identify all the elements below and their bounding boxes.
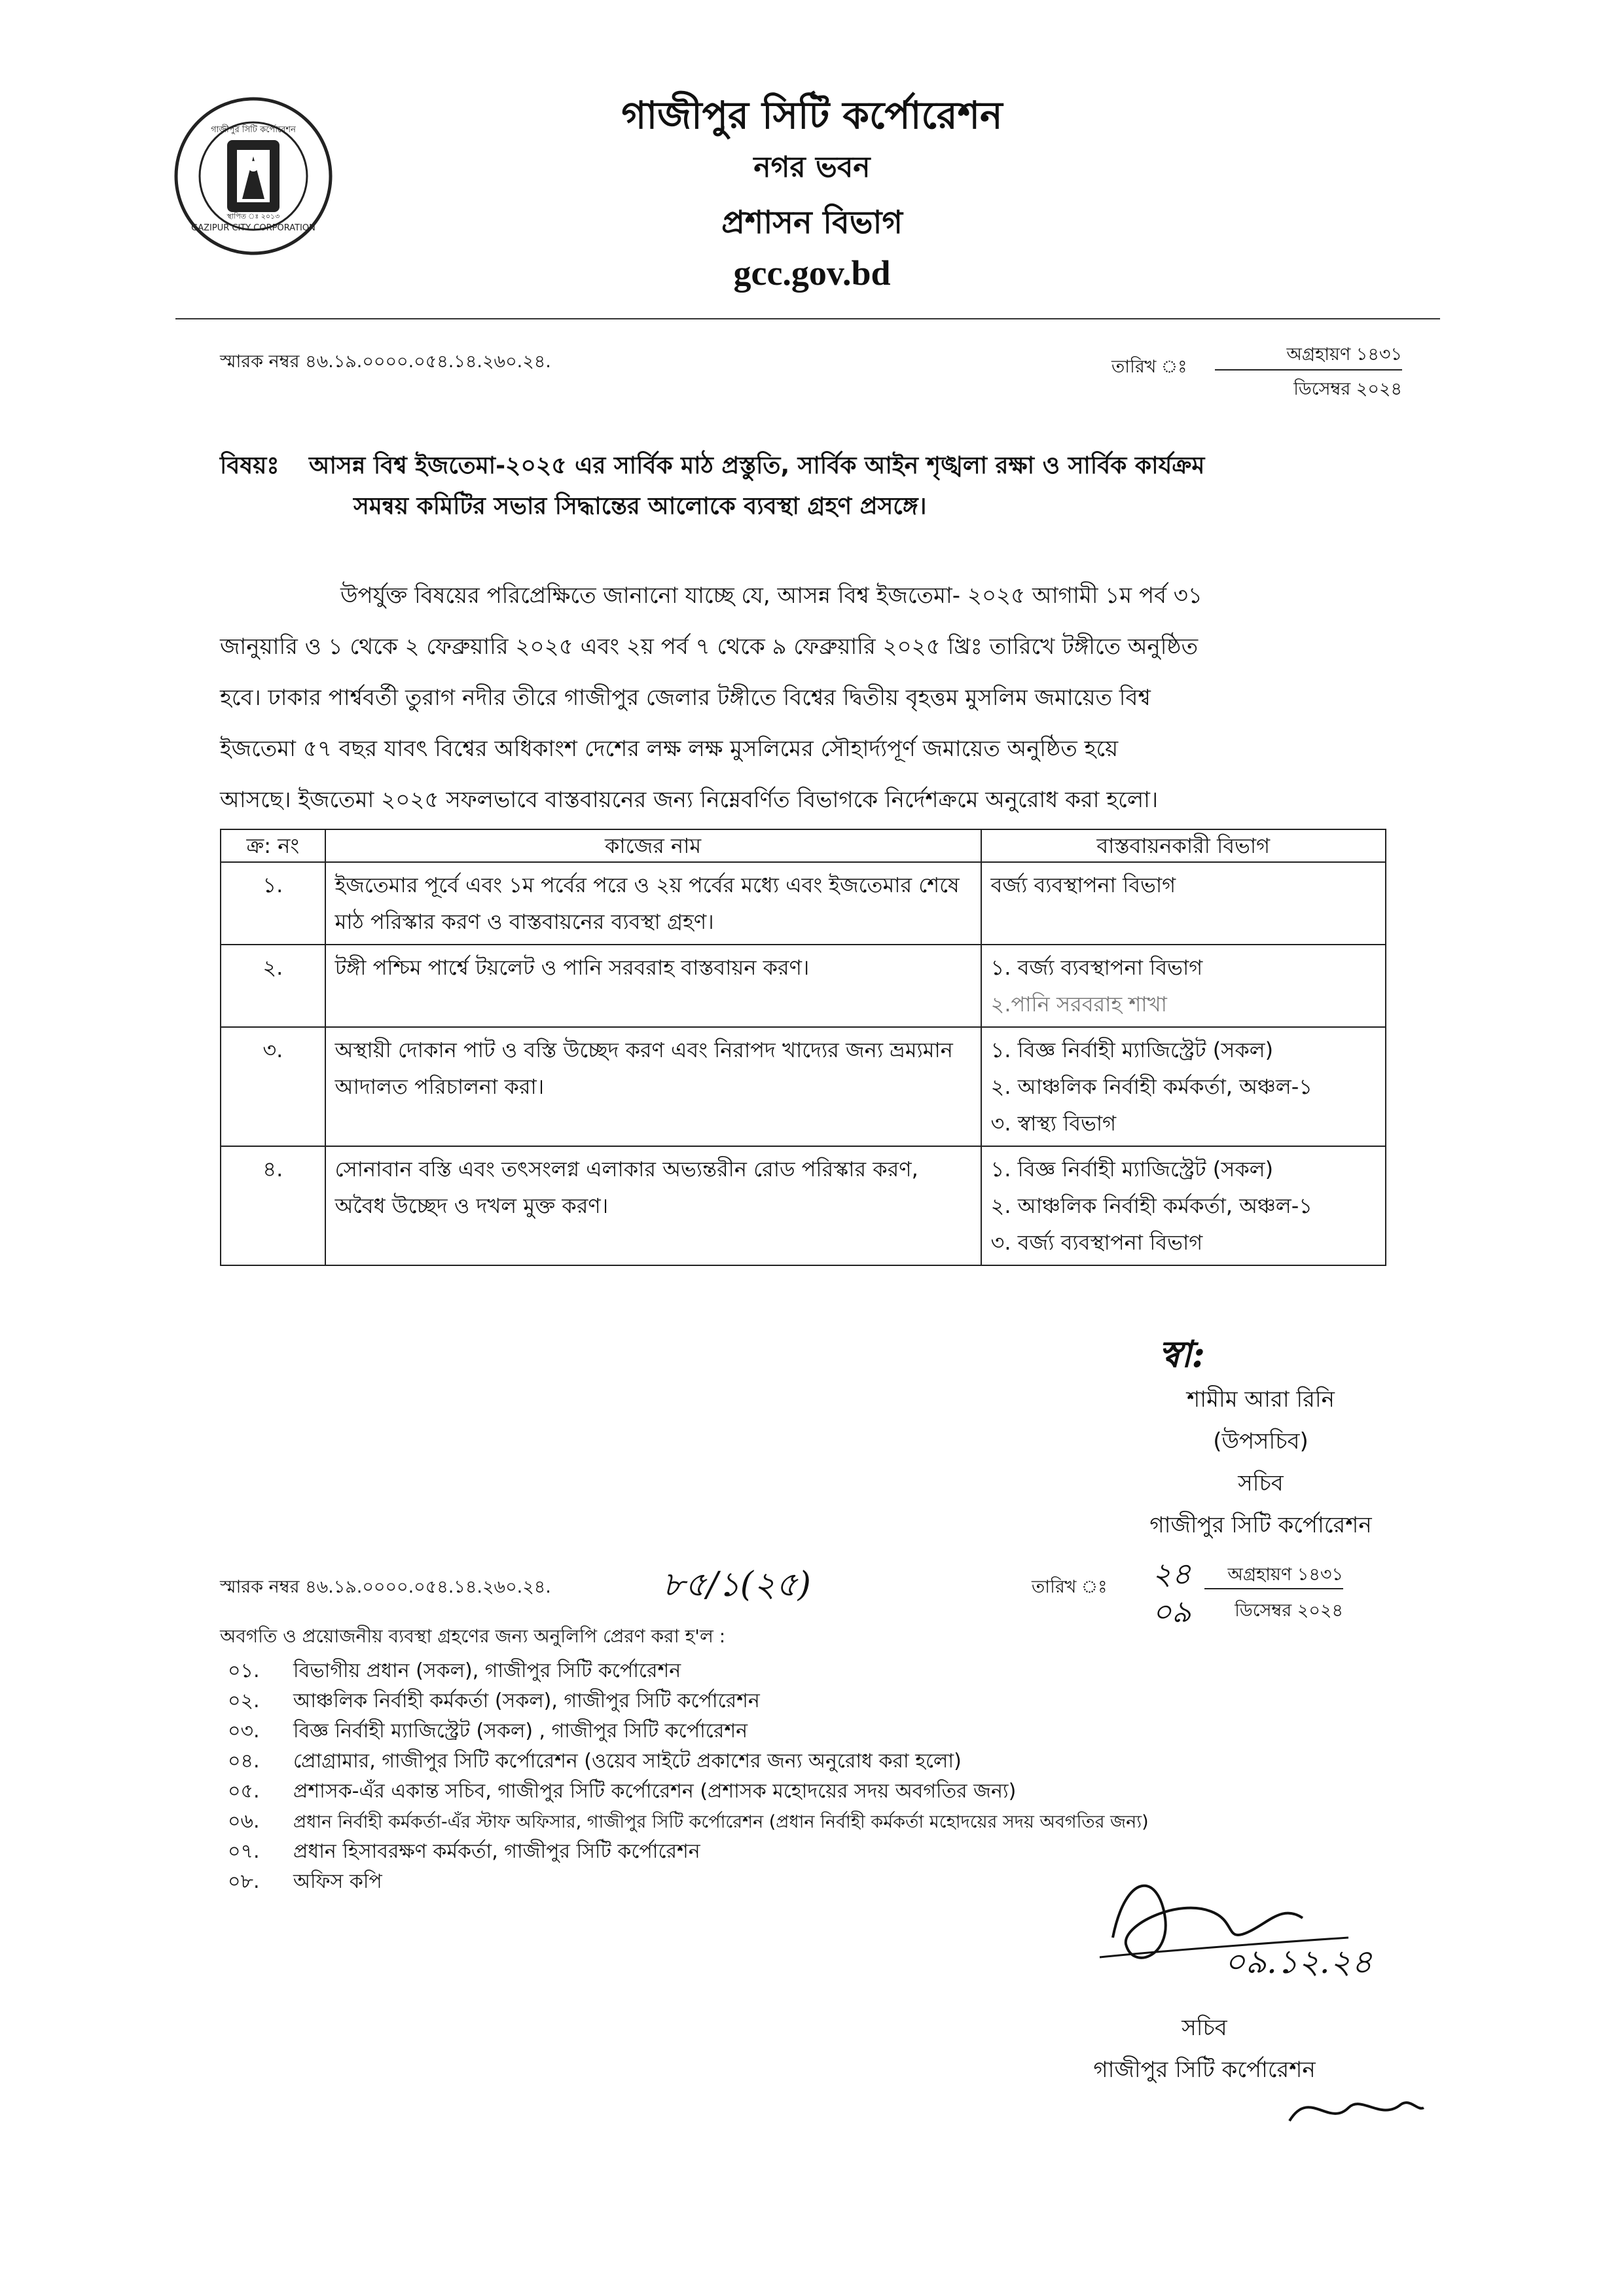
cc-number: ০১. (228, 1659, 260, 1682)
date-day-handwritten-1: ২৪ (1152, 1556, 1191, 1591)
cc-text: বিজ্ঞ নির্বাহী ম্যাজিস্ট্রেট (সকল) , গাজীপুর সিটি কর্পোরেশন (293, 1720, 748, 1743)
header-divider (175, 318, 1440, 319)
row-serial: ৪. (221, 1146, 325, 1265)
signature-handwritten: স্বা: (1159, 1333, 1205, 1376)
signatory-org: গাজীপুর সিটি কর্পোরেশন (1149, 1512, 1372, 1538)
table-row (221, 1027, 1386, 1146)
date-day-handwritten-2: ০৯ (1152, 1594, 1191, 1629)
list-item (228, 1716, 1149, 1746)
cc-text: আঞ্চলিক নির্বাহী কর্মকর্তা (সকল), গাজীপুর সিটি কর্পোরেশন (293, 1690, 760, 1712)
subject-line-2: সমন্বয় কমিটির সভার সিদ্ধান্তের আলোকে ব্যবস্থা গ্রহণ প্রসঙ্গে। (353, 493, 927, 520)
cc-text: প্রধান হিসাবরক্ষণ কর্মকর্তা, গাজীপুর সিটি কর্পোরেশন (293, 1840, 700, 1863)
table-header-row (221, 829, 1386, 862)
date-label: তারিখ ঃ (1111, 357, 1187, 377)
date-label-bottom: তারিখ ঃ (1032, 1577, 1108, 1597)
header-task: কাজের নাম (325, 829, 981, 862)
department-item: ২. আঞ্চলিক নির্বাহী কর্মকর্তা, অঞ্চল-১ (990, 1193, 1313, 1218)
org-name: গাজীপুর সিটি কর্পোরেশন (621, 93, 1003, 137)
svg-text:গাজীপুর সিটি কর্পোরেশন: গাজীপুর সিটি কর্পোরেশন (211, 125, 296, 135)
date-bangla: অগ্রহায়ণ ১৪৩১ (1215, 340, 1402, 370)
task-table (220, 829, 1386, 1266)
memo-reference-handwritten: ৮৫/১(২৫) (662, 1565, 811, 1604)
department-item: ৩. বর্জ্য ব্যবস্থাপনা বিভাগ (990, 1230, 1203, 1255)
list-item (228, 1777, 1149, 1807)
cc-number: ০৮. (228, 1870, 260, 1893)
cc-number: ০৪. (228, 1750, 260, 1773)
table-row (221, 1146, 1386, 1265)
cc-intro: অবগতি ও প্রয়োজনীয় ব্যবস্থা গ্রহণের জন্য অনুলিপি প্রেরণ করা হ'ল : (220, 1625, 726, 1647)
department-item: বর্জ্য ব্যবস্থাপনা বিভাগ (990, 873, 1176, 897)
date-bangla-bottom: অগ্রহায়ণ ১৪৩১ (1204, 1562, 1343, 1589)
initial-mark (1283, 2082, 1427, 2143)
signatory-org-2: গাজীপুর সিটি কর্পোরেশন (1093, 2057, 1316, 2083)
row-departments (981, 945, 1386, 1027)
cc-number: ০৭. (228, 1840, 260, 1863)
building-name: নগর ভবন (753, 151, 871, 184)
svg-text:স্থাপিত ঃ ২০১৩: স্থাপিত ঃ ২০১৩ (226, 212, 280, 221)
cc-text: বিভাগীয় প্রধান (সকল), গাজীপুর সিটি কর্পোরেশন (293, 1659, 681, 1682)
department-item: ২.পানি সরবরাহ শাখা (990, 992, 1167, 1017)
list-item (228, 1837, 1149, 1867)
signatory-name: শামীম আরা রিনি (1187, 1386, 1335, 1413)
row-task: অস্থায়ী দোকান পাট ও বস্তি উচ্ছেদ করণ এবং নিরাপদ খাদ্যের জন্য ভ্রম্যমান আদালত পরিচালনা করা। (325, 1027, 981, 1146)
body-line-2: জানুয়ারি ও ১ থেকে ২ ফেব্রুয়ারি ২০২৫ এবং ২য় পর্ব ৭ থেকে ৯ ফেব্রুয়ারি ২০২৫ খ্রিঃ তারিখে টঙ্গীতে অনুষ্ঠিত (220, 634, 1199, 660)
subject-line-1: আসন্ন বিশ্ব ইজতেমা-২০২৫ এর সার্বিক মাঠ প্রস্তুতি, সার্বিক আইন শৃঙ্খলা রক্ষা ও সার্বিক কার্যক্রম (309, 452, 1205, 479)
department-item: ১. বর্জ্য ব্যবস্থাপনা বিভাগ (990, 955, 1203, 980)
list-item (228, 1746, 1149, 1777)
row-departments (981, 862, 1386, 945)
department-item: ২. আঞ্চলিক নির্বাহী কর্মকর্তা, অঞ্চল-১ (990, 1074, 1313, 1099)
row-departments (981, 1146, 1386, 1265)
department-item: ১. বিজ্ঞ নির্বাহী ম্যাজিস্ট্রেট (সকল) (990, 1038, 1274, 1062)
subject-label: বিষয়ঃ (220, 452, 280, 479)
cc-number: ০৬. (228, 1810, 260, 1833)
cc-text: প্রোগ্রামার, গাজীপুর সিটি কর্পোরেশন (ওয়েব সাইটে প্রকাশের জন্য অনুরোধ করা হলো) (293, 1750, 962, 1773)
row-task: ইজতেমার পূর্বে এবং ১ম পর্বের পরে ও ২য় পর্বের মধ্যে এবং ইজতেমার শেষে মাঠ পরিস্কার করণ ও বাস্তবায়নের ব্যবস্থা গ্রহণ। (325, 862, 981, 945)
cc-text: প্রধান নির্বাহী কর্মকর্তা-এঁর স্টাফ অফিসার, গাজীপুর সিটি কর্পোরেশন (প্রধান নির্বাহী কর্মকর্তা মহোদয়ের সদয় অবগতির জন্য) (293, 1812, 1149, 1832)
list-item (228, 1656, 1149, 1686)
signatory-title: সচিব (1238, 1470, 1284, 1496)
cc-number: ০৫. (228, 1780, 260, 1803)
list-item (228, 1686, 1149, 1716)
department-item: ১. বিজ্ঞ নির্বাহী ম্যাজিস্ট্রেট (সকল) (990, 1157, 1274, 1182)
body-line-5: আসছে। ইজতেমা ২০২৫ সফলভাবে বাস্তবায়নের জন্য নিম্নেবর্ণিত বিভাগকে নির্দেশক্রমে অনুরোধ করা হলো। (220, 787, 1159, 813)
signature-date-handwritten: ০৯.১২.২৪ (1224, 1943, 1373, 1981)
cc-number: ০৩. (228, 1720, 260, 1743)
cc-list (228, 1656, 1149, 1897)
body-line-3: হবে। ঢাকার পার্শ্ববর্তী তুরাগ নদীর তীরে গাজীপুর জেলার টঙ্গীতে বিশ্বের দ্বিতীয় বৃহত্তম মুসলিম জমায়েত বিশ্ব (220, 685, 1151, 711)
date-english: ডিসেম্বর ২০২৪ (1293, 379, 1402, 399)
svg-text:GAZIPUR CITY CORPORATION: GAZIPUR CITY CORPORATION (191, 223, 316, 233)
list-item (228, 1807, 1149, 1837)
department-item: ৩. স্বাস্থ্য বিভাগ (990, 1111, 1117, 1136)
row-serial: ২. (221, 945, 325, 1027)
cc-number: ০২. (228, 1690, 260, 1712)
row-departments (981, 1027, 1386, 1146)
website-link[interactable]: gcc.gov.bd (733, 253, 891, 293)
cc-text: অফিস কপি (293, 1870, 382, 1893)
body-line-1: উপর্যুক্ত বিষয়ের পরিপ্রেক্ষিতে জানানো যাচ্ছে যে, আসন্ন বিশ্ব ইজতেমা- ২০২৫ আগামী ১ম পর্ব ৩১ (340, 583, 1202, 609)
memo-reference: স্মারক নম্বর ৪৬.১৯.০০০০.০৫৪.১৪.২৬০.২৪. (220, 352, 551, 372)
table-row (221, 862, 1386, 945)
body-line-4: ইজতেমা ৫৭ বছর যাবৎ বিশ্বের অধিকাংশ দেশের লক্ষ লক্ষ মুসলিমের সৌহার্দ্যপূর্ণ জমায়েত অনুষ্ঠিত হয়ে (220, 736, 1119, 762)
date-english-bottom: ডিসেম্বর ২০২৪ (1235, 1600, 1343, 1621)
header-serial: ক্র: নং (221, 829, 325, 862)
department-name: প্রশাসন বিভাগ (721, 204, 903, 241)
row-serial: ৩. (221, 1027, 325, 1146)
row-serial: ১. (221, 862, 325, 945)
row-task: সোনাবান বস্তি এবং তৎসংলগ্ন এলাকার অভ্যন্তরীন রোড পরিস্কার করণ, অবৈধ উচ্ছেদ ও দখল মুক্ত করণ। (325, 1146, 981, 1265)
cc-text: প্রশাসক-এঁর একান্ত সচিব, গাজীপুর সিটি কর্পোরেশন (প্রশাসক মহোদয়ের সদয় অবগতির জন্য) (293, 1780, 1017, 1803)
memo-reference-bottom: স্মারক নম্বর ৪৬.১৯.০০০০.০৫৪.১৪.২৬০.২৪. (220, 1577, 551, 1597)
list-item (228, 1867, 1149, 1897)
row-task: টঙ্গী পশ্চিম পার্শ্বে টয়লেট ও পানি সরবরাহ বাস্তবায়ন করণ। (325, 945, 981, 1027)
signatory-title-2: সচিব (1182, 2015, 1227, 2041)
header-department: বাস্তবায়নকারী বিভাগ (981, 829, 1386, 862)
signatory-designation: (উপসচিব) (1213, 1428, 1308, 1455)
table-row (221, 945, 1386, 1027)
